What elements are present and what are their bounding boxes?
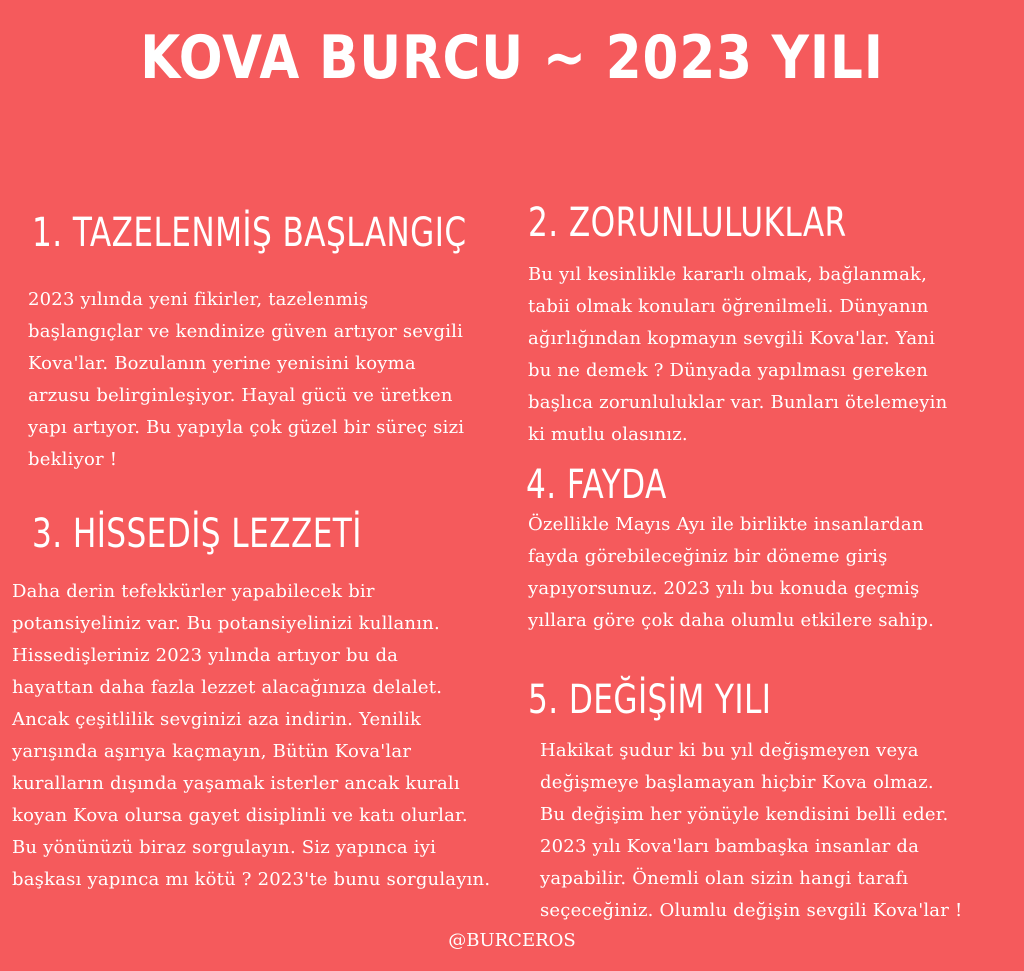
text-line: Hissedişleriniz 2023 yılında artıyor bu da <box>12 645 399 666</box>
section-body-degisim-yili <box>540 735 962 927</box>
text-line: yapı artıyor. Bu yapıyla çok güzel bir süreç sizi <box>28 417 465 438</box>
text-line: ağırlığından kopmayın sevgili Kova'lar. Yani <box>528 328 936 349</box>
section-heading-tazelenmis-baslangic: 1. TAZELENMİŞ BAŞLANGIÇ <box>32 210 467 256</box>
section-body-zorunluluklar <box>528 259 947 451</box>
section-heading-degisim-yili: 5. DEĞİŞİM YILI <box>528 677 772 723</box>
text-line: Ancak çeşitlilik sevginizi aza indirin. Yenilik <box>12 709 422 730</box>
text-line: bu ne demek ? Dünyada yapılması gereken <box>528 360 929 381</box>
section-heading-zorunluluklar: 2. ZORUNLULUKLAR <box>528 200 847 246</box>
text-line: koyan Kova olursa gayet disiplinli ve katı olurlar. <box>12 805 468 826</box>
text-line: Hakikat şudur ki bu yıl değişmeyen veya <box>540 740 919 761</box>
text-line: ki mutlu olasınız. <box>528 424 688 445</box>
page-title: KOVA BURCU ~ 2023 YILI <box>140 23 884 93</box>
text-line: yapabilir. Önemli olan sizin hangi tarafı <box>540 868 909 889</box>
text-line: yıllara göre çok daha olumlu etkilere sahip. <box>528 610 935 631</box>
text-line: arzusu belirginleşiyor. Hayal gücü ve üretken <box>28 385 453 406</box>
text-line: Bu yıl kesinlikle kararlı olmak, bağlanmak, <box>528 264 928 285</box>
section-body-hissedis-lezzeti <box>12 576 490 896</box>
section-heading-hissedis-lezzeti: 3. HİSSEDİŞ LEZZETİ <box>32 511 362 557</box>
section-body-fayda <box>528 509 934 637</box>
footer-handle: @BURCEROS <box>448 930 576 951</box>
text-line: hayattan daha fazla lezzet alacağınıza delalet. <box>12 677 443 698</box>
text-line: Daha derin tefekkürler yapabilecek bir <box>12 581 375 602</box>
text-line: Bu yönünüzü biraz sorgulayın. Siz yapınca iyi <box>12 837 437 858</box>
text-line: seçeceğiniz. Olumlu değişin sevgili Kova'lar ! <box>540 900 963 921</box>
text-line: yapıyorsunuz. 2023 yılı bu konuda geçmiş <box>528 578 920 599</box>
text-line: bekliyor ! <box>28 449 118 470</box>
text-line: potansiyeliniz var. Bu potansiyelinizi kullanın. <box>12 613 440 634</box>
text-line: 2023 yılında yeni fikirler, tazelenmiş <box>28 289 369 310</box>
text-line: Özellikle Mayıs Ayı ile birlikte insanlardan <box>528 514 924 535</box>
section-body-tazelenmis-baslangic <box>28 284 464 476</box>
text-line: kuralların dışında yaşamak isterler ancak kuralı <box>12 773 460 794</box>
text-line: Bu değişim her yönüyle kendisini belli eder. <box>540 804 949 825</box>
text-line: başlıca zorunluluklar var. Bunları ötelemeyin <box>528 392 948 413</box>
text-line: değişmeye başlamayan hiçbir Kova olmaz. <box>540 772 934 793</box>
section-heading-fayda: 4. FAYDA <box>526 462 667 508</box>
text-line: fayda görebileceğiniz bir döneme giriş <box>528 546 888 567</box>
text-line: başlangıçlar ve kendinize güven artıyor sevgili <box>28 321 464 342</box>
text-line: başkası yapınca mı kötü ? 2023'te bunu sorgulayın. <box>12 869 491 890</box>
text-line: 2023 yılı Kova'ları bambaşka insanlar da <box>540 836 920 857</box>
text-line: yarışında aşırıya kaçmayın, Bütün Kova'lar <box>12 741 412 762</box>
text-line: tabii olmak konuları öğrenilmeli. Dünyanın <box>528 296 929 317</box>
text-line: Kova'lar. Bozulanın yerine yenisini koyma <box>28 353 416 374</box>
